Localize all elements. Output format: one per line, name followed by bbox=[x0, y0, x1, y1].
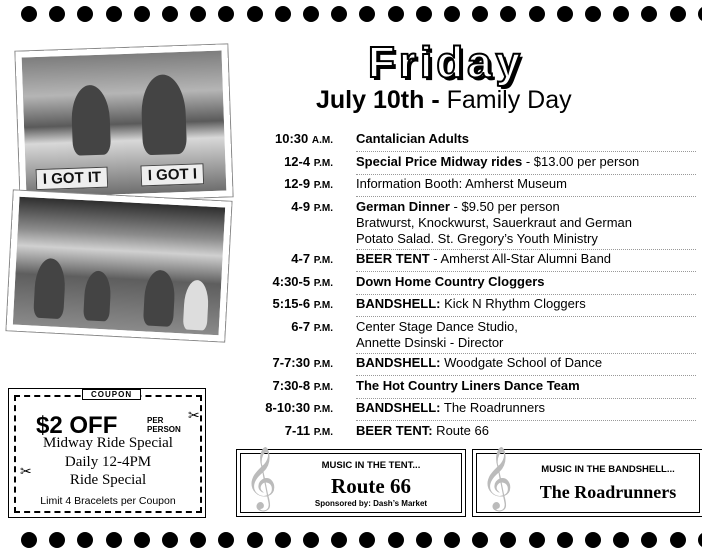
border-dot bbox=[416, 532, 432, 548]
schedule-row bbox=[240, 319, 702, 351]
border-dot bbox=[698, 532, 702, 548]
border-dot bbox=[218, 532, 234, 548]
schedule-row bbox=[240, 423, 702, 441]
coupon-per-line1: PER bbox=[147, 416, 164, 425]
person-figure bbox=[71, 85, 111, 156]
person-figure bbox=[140, 74, 187, 155]
subtitle-separator: - bbox=[424, 86, 447, 114]
photo-midway-crowd bbox=[6, 190, 231, 341]
border-dot bbox=[444, 6, 460, 22]
schedule-time-value: 12-4 bbox=[284, 153, 311, 169]
schedule-event-detail: - $9.50 per person bbox=[449, 198, 560, 214]
schedule-time bbox=[240, 296, 356, 314]
schedule-row bbox=[240, 378, 702, 396]
person-figure bbox=[83, 270, 112, 321]
schedule-time bbox=[240, 274, 356, 292]
border-dot bbox=[162, 532, 178, 548]
schedule-row bbox=[240, 251, 702, 269]
schedule-ampm: P.M. bbox=[313, 255, 333, 266]
coupon-amount: $2 OFF bbox=[36, 412, 118, 439]
page-title-day: Friday bbox=[368, 38, 525, 87]
border-dot bbox=[77, 532, 93, 548]
schedule-time-value: 7:30-8 bbox=[272, 377, 311, 393]
schedule-ampm: P.M. bbox=[313, 300, 333, 311]
schedule-event bbox=[356, 400, 702, 418]
schedule-event-detail: The Roadrunners bbox=[440, 400, 546, 415]
top-dot-border bbox=[0, 4, 702, 24]
schedule-ampm: P.M. bbox=[313, 157, 333, 169]
schedule-ampm: P.M. bbox=[313, 180, 333, 191]
schedule-row bbox=[240, 131, 702, 149]
border-dot bbox=[698, 6, 702, 22]
schedule-time bbox=[240, 319, 356, 351]
border-dot bbox=[613, 6, 629, 22]
border-dot bbox=[500, 6, 516, 22]
scissors-icon: ✂ bbox=[188, 407, 200, 423]
schedule-time bbox=[240, 251, 356, 269]
border-dot bbox=[585, 6, 601, 22]
schedule-list bbox=[240, 131, 702, 445]
schedule-time-value: 4-7 bbox=[291, 251, 311, 266]
treble-clef-icon: 𝄞 bbox=[245, 446, 277, 509]
schedule-row bbox=[240, 400, 702, 418]
schedule-event-detail: Information Booth: Amherst Museum bbox=[356, 176, 567, 191]
coupon-dashed-border bbox=[14, 390, 202, 513]
schedule-time-value: 10:30 bbox=[275, 131, 309, 146]
schedule-time bbox=[240, 400, 356, 418]
schedule-event-detail: - $13.00 per person bbox=[522, 153, 640, 169]
border-dot bbox=[416, 6, 432, 22]
schedule-event-extra: Annette Dsinski - Director bbox=[356, 334, 504, 350]
schedule-event-detail: Route 66 bbox=[432, 422, 489, 438]
schedule-row bbox=[240, 296, 702, 314]
music-tent-band: Route 66 bbox=[331, 474, 411, 498]
schedule-event-detail: - Amherst All-Star Alumni Band bbox=[429, 251, 612, 266]
schedule-event-detail: Kick N Rhythm Cloggers bbox=[440, 296, 586, 311]
border-dot bbox=[275, 6, 291, 22]
border-dot bbox=[303, 6, 319, 22]
border-dot bbox=[529, 532, 545, 548]
scissors-icon: ✂ bbox=[20, 463, 32, 479]
event-date: July 10th bbox=[316, 86, 425, 114]
border-dot bbox=[388, 532, 404, 548]
border-dot bbox=[247, 6, 263, 22]
border-dot bbox=[247, 532, 263, 548]
person-figure bbox=[33, 258, 66, 319]
border-dot bbox=[77, 6, 93, 22]
schedule-event bbox=[356, 199, 702, 247]
border-dot bbox=[557, 6, 573, 22]
page-subtitle bbox=[316, 86, 572, 115]
border-dot bbox=[472, 532, 488, 548]
schedule-row bbox=[240, 355, 702, 373]
border-dot bbox=[190, 532, 206, 548]
border-dot bbox=[472, 6, 488, 22]
schedule-time bbox=[240, 423, 356, 441]
photo-ticket-booth bbox=[15, 44, 232, 203]
schedule-ampm: P.M. bbox=[313, 359, 333, 370]
schedule-event-title: German Dinner bbox=[356, 198, 450, 214]
schedule-time-value: 5:15-6 bbox=[272, 296, 311, 311]
border-dot bbox=[134, 532, 150, 548]
music-tent-label: MUSIC IN THE TENT... bbox=[321, 460, 421, 471]
schedule-event bbox=[356, 154, 702, 172]
bottom-dot-border bbox=[0, 530, 702, 550]
schedule-event-title: The Hot Country Liners Dance Team bbox=[356, 377, 580, 393]
border-dot bbox=[303, 532, 319, 548]
schedule-row bbox=[240, 199, 702, 247]
treble-clef-icon: 𝄞 bbox=[481, 446, 513, 509]
music-tent-sponsor: Sponsored by: Dash’s Market bbox=[314, 499, 428, 508]
border-dot bbox=[331, 532, 347, 548]
schedule-row bbox=[240, 274, 702, 292]
schedule-row bbox=[240, 176, 702, 194]
border-dot bbox=[529, 6, 545, 22]
border-dot bbox=[359, 6, 375, 22]
schedule-time-value: 4:30-5 bbox=[272, 273, 311, 289]
schedule-time-value: 7-7:30 bbox=[272, 355, 311, 370]
border-dot bbox=[134, 6, 150, 22]
border-dot bbox=[49, 532, 65, 548]
schedule-event bbox=[356, 423, 702, 441]
coupon-per-person bbox=[147, 416, 181, 434]
schedule-time bbox=[240, 131, 356, 149]
coupon-line-3: Ride Special bbox=[69, 472, 147, 488]
schedule-event-title: BANDSHELL: bbox=[356, 296, 441, 311]
border-dot bbox=[49, 6, 65, 22]
schedule-time-value: 12-9 bbox=[284, 176, 311, 191]
schedule-time bbox=[240, 355, 356, 373]
border-dot bbox=[331, 6, 347, 22]
border-dot bbox=[557, 532, 573, 548]
schedule-time-value: 8-10:30 bbox=[265, 400, 311, 415]
schedule-event bbox=[356, 176, 702, 194]
schedule-event-title: Special Price Midway rides bbox=[356, 153, 523, 169]
schedule-event bbox=[356, 274, 702, 292]
schedule-row bbox=[240, 154, 702, 172]
schedule-ampm: P.M. bbox=[313, 277, 333, 289]
schedule-ampm: P.M. bbox=[313, 322, 333, 334]
schedule-event-title: BEER TENT bbox=[356, 251, 430, 266]
schedule-time bbox=[240, 378, 356, 396]
border-dot bbox=[190, 6, 206, 22]
music-bandshell-label: MUSIC IN THE BANDSHELL... bbox=[541, 464, 675, 475]
schedule-ampm: P.M. bbox=[313, 381, 333, 393]
booth-sign-left: I GOT IT bbox=[36, 167, 109, 191]
schedule-time-value: 6-7 bbox=[291, 318, 311, 334]
schedule-ampm: P.M. bbox=[313, 426, 333, 438]
schedule-event-detail: Center Stage Dance Studio, bbox=[356, 318, 518, 334]
border-dot bbox=[218, 6, 234, 22]
coupon-line-2: Daily 12-4PM bbox=[64, 454, 152, 470]
border-dot bbox=[21, 532, 37, 548]
border-dot bbox=[388, 6, 404, 22]
schedule-event-title: BEER TENT: bbox=[356, 422, 433, 438]
schedule-event-title: BANDSHELL: bbox=[356, 400, 441, 415]
person-figure bbox=[183, 279, 210, 330]
schedule-ampm: P.M. bbox=[313, 202, 333, 214]
schedule-event bbox=[356, 296, 702, 314]
coupon-line-1: Midway Ride Special bbox=[43, 435, 173, 451]
schedule-time-value: 7-11 bbox=[284, 422, 311, 438]
schedule-time bbox=[240, 199, 356, 247]
border-dot bbox=[585, 532, 601, 548]
schedule-time-value: 4-9 bbox=[291, 198, 311, 214]
border-dot bbox=[106, 6, 122, 22]
schedule-time bbox=[240, 176, 356, 194]
border-dot bbox=[613, 532, 629, 548]
schedule-event-extra: Potato Salad. St. Gregory’s Youth Ministry bbox=[356, 230, 598, 246]
schedule-time bbox=[240, 154, 356, 172]
border-dot bbox=[359, 532, 375, 548]
schedule-event bbox=[356, 355, 702, 373]
schedule-ampm: P.M. bbox=[313, 404, 333, 415]
border-dot bbox=[21, 6, 37, 22]
schedule-event-title: BANDSHELL: bbox=[356, 355, 441, 370]
schedule-event bbox=[356, 378, 702, 396]
event-theme: Family Day bbox=[446, 86, 572, 114]
schedule-event bbox=[356, 319, 702, 351]
schedule-event-extra: Bratwurst, Knockwurst, Sauerkraut and German bbox=[356, 214, 633, 230]
music-tent-box bbox=[236, 446, 466, 517]
border-dot bbox=[641, 6, 657, 22]
music-bandshell-box bbox=[472, 446, 702, 517]
coupon-per-line2: PERSON bbox=[147, 425, 181, 434]
border-dot bbox=[670, 6, 686, 22]
schedule-event bbox=[356, 131, 702, 149]
coupon bbox=[8, 388, 206, 518]
schedule-ampm: A.M. bbox=[311, 135, 333, 146]
music-bandshell-band: The Roadrunners bbox=[539, 482, 677, 502]
border-dot bbox=[275, 532, 291, 548]
border-dot bbox=[670, 532, 686, 548]
booth-sign-right: I GOT I bbox=[140, 163, 204, 186]
border-dot bbox=[106, 532, 122, 548]
person-figure bbox=[143, 269, 176, 326]
coupon-tag: COUPON bbox=[82, 389, 141, 400]
coupon-limit: Limit 4 Bracelets per Coupon bbox=[40, 495, 176, 507]
border-dot bbox=[162, 6, 178, 22]
schedule-event-title: Cantalician Adults bbox=[356, 131, 469, 146]
border-dot bbox=[641, 532, 657, 548]
border-dot bbox=[500, 532, 516, 548]
schedule-event-detail: Woodgate School of Dance bbox=[440, 355, 603, 370]
border-dot bbox=[444, 532, 460, 548]
schedule-event bbox=[356, 251, 702, 269]
schedule-event-title: Down Home Country Cloggers bbox=[356, 273, 545, 289]
